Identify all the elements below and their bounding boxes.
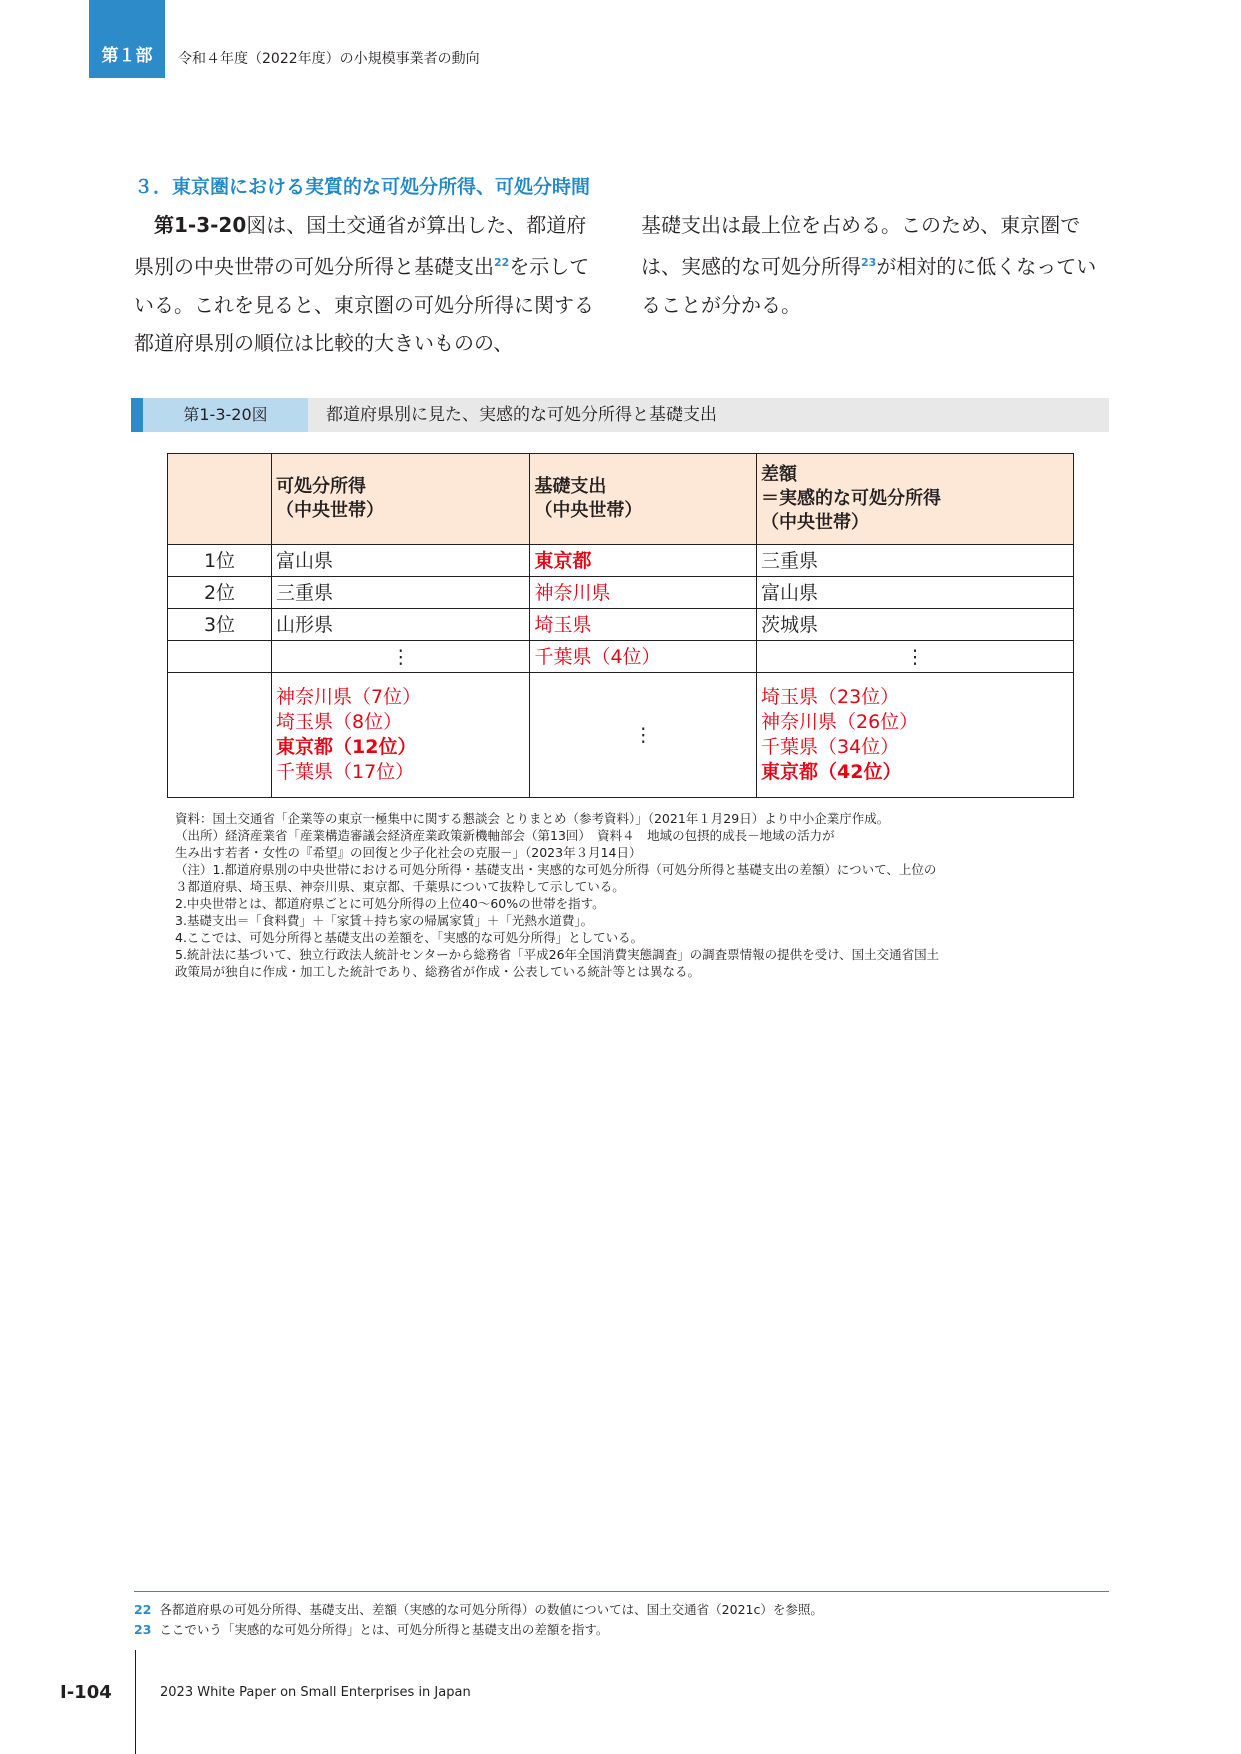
table-cell-multi <box>272 673 530 798</box>
header-label: 可処分所得 <box>276 476 366 497</box>
publication-title: 2023 White Paper on Small Enterprises in Japan <box>160 1685 471 1700</box>
table-cell: 富山県 <box>757 577 1074 609</box>
table-cell-line: 埼玉県（23位） <box>761 686 900 708</box>
page-footer-divider <box>135 1650 136 1754</box>
footnotes <box>134 1600 823 1640</box>
part-badge-label: 第１部 <box>101 46 153 66</box>
note-line: （注）1.都道府県別の中央世帯における可処分所得・基礎支出・実感的な可処分所得（可処分所得と基礎支出の差額）について、上位の <box>175 862 937 877</box>
footnote-divider <box>134 1591 1109 1592</box>
header-label: （中央世帯） <box>534 500 643 521</box>
header-basic-expenditure <box>530 454 757 545</box>
table-cell: 富山県 <box>272 545 530 577</box>
footnote-ref-23[interactable]: 23 <box>861 256 877 269</box>
header-label: 基礎支出 <box>534 476 607 497</box>
table-row <box>168 577 1074 609</box>
table-cell-highlight: 東京都 <box>530 545 757 577</box>
footnote-22 <box>134 1600 823 1620</box>
table-cell-highlight: 神奈川県 <box>530 577 757 609</box>
footnote-23 <box>134 1620 823 1640</box>
table-cell-line: 神奈川県（26位） <box>761 711 919 733</box>
table-cell: 三重県 <box>272 577 530 609</box>
table-cell-line: 埼玉県（8位） <box>276 711 403 733</box>
figure-title-bar <box>131 398 1109 432</box>
figure-title: 都道府県別に見た、実感的な可処分所得と基礎支出 <box>326 405 717 425</box>
rank-cell: 3位 <box>168 609 272 641</box>
part-badge <box>89 0 165 78</box>
header-label: 差額 <box>761 464 797 485</box>
body-text-left-b: を示している。これを見ると、東京圏の可処分所得に関する都道府県別の順位は比較的大きいものの、 <box>134 254 594 355</box>
body-text-left <box>134 206 604 362</box>
header-disposable-income <box>272 454 530 545</box>
table-row <box>168 545 1074 577</box>
rank-cell: 1位 <box>168 545 272 577</box>
note-line: 政策局が独自に作成・加工した統計であり、総務省が作成・公表している統計等とは異なる。 <box>175 964 701 979</box>
rank-cell: 2位 <box>168 577 272 609</box>
table-cell: 三重県 <box>757 545 1074 577</box>
figure-number: 第1-3-20図 <box>143 398 308 432</box>
body-text-right-b: が相対的に低くなっていることが分かる。 <box>641 254 1097 317</box>
table-header-row <box>168 454 1074 545</box>
table-row <box>168 609 1074 641</box>
table-cell-multi <box>757 673 1074 798</box>
footnote-number: 23 <box>134 1622 152 1637</box>
footnote-number: 22 <box>134 1602 152 1617</box>
header-label: ＝実感的な可処分所得 <box>761 488 941 509</box>
body-text-right-a: 基礎支出は最上位を占める。このため、東京圏では、実感的な可処分所得 <box>641 213 1081 279</box>
footnote-text: ここでいう「実感的な可処分所得」とは、可処分所得と基礎支出の差額を指す。 <box>159 1622 609 1637</box>
header-difference <box>757 454 1074 545</box>
note-line: 4.ここでは、可処分所得と基礎支出の差額を、「実感的な可処分所得」としている。 <box>175 930 644 945</box>
table-cell-highlight: 埼玉県 <box>530 609 757 641</box>
table-cell-line: 千葉県（34位） <box>761 736 900 758</box>
note-line: 2.中央世帯とは、都道府県ごとに可処分所得の上位40～60%の世帯を指す。 <box>175 896 605 911</box>
footnote-text: 各都道府県の可処分所得、基礎支出、差額（実感的な可処分所得）の数値については、国土交通省（2021c）を参照。 <box>159 1602 823 1617</box>
table-cell-line: 千葉県（17位） <box>276 761 415 783</box>
note-line: 5.統計法に基づいて、独立行政法人統計センターから総務省「平成26年全国消費実態調査」の調査票情報の提供を受け、国土交通省国土 <box>175 947 940 962</box>
ellipsis-cell: ⋮ <box>272 641 530 673</box>
body-text-right <box>641 206 1111 324</box>
table-cell-line: 東京都（12位） <box>276 736 417 758</box>
ellipsis-cell: ⋮ <box>530 673 757 798</box>
table-row <box>168 641 1074 673</box>
header-label: （中央世帯） <box>761 512 869 533</box>
table-cell-empty <box>168 641 272 673</box>
table-cell: 茨城県 <box>757 609 1074 641</box>
header-label: （中央世帯） <box>276 500 384 521</box>
header-corner <box>168 454 272 545</box>
source-notes <box>175 810 1075 980</box>
ranking-table <box>167 453 1074 798</box>
body-text-left-a: 図は、国土交通省が算出した、都道府県別の中央世帯の可処分所得と基礎支出 <box>134 213 587 279</box>
part-title: 令和４年度（2022年度）の小規模事業者の動向 <box>178 51 480 67</box>
note-line: （出所）経済産業省「産業構造審議会経済産業政策新機軸部会（第13回） 資料４ 地域の包摂的成長－地域の活力が <box>175 828 835 843</box>
table-cell-highlight: 千葉県（4位） <box>530 641 757 673</box>
footnote-ref-22[interactable]: 22 <box>494 256 510 269</box>
table-row <box>168 673 1074 798</box>
note-line: ３都道府県、埼玉県、神奈川県、東京都、千葉県について抜粋して示している。 <box>175 879 625 894</box>
note-line: 生み出す若者・女性の『希望』の回復と少子化社会の克服－」（2023年３月14日） <box>175 845 642 860</box>
section-heading: ３．東京圏における実質的な可処分所得、可処分時間 <box>134 176 591 198</box>
page-number: Ⅰ-104 <box>60 1682 112 1703</box>
table-cell-empty <box>168 673 272 798</box>
ellipsis-cell: ⋮ <box>757 641 1074 673</box>
table-cell-line: 東京都（42位） <box>761 761 902 783</box>
table-cell: 山形県 <box>272 609 530 641</box>
note-line: 3.基礎支出＝「食料費」＋「家賃＋持ち家の帰属家賃」＋「光熱水道費」。 <box>175 913 594 928</box>
note-line: 資料：国土交通省「企業等の東京一極集中に関する懇談会 とりまとめ（参考資料）」（2021年１月29日）より中小企業庁作成。 <box>175 811 890 826</box>
table-cell-line: 神奈川県（7位） <box>276 686 422 708</box>
figure-accent <box>131 398 143 432</box>
figure-reference: 第1-3-20 <box>154 213 247 237</box>
